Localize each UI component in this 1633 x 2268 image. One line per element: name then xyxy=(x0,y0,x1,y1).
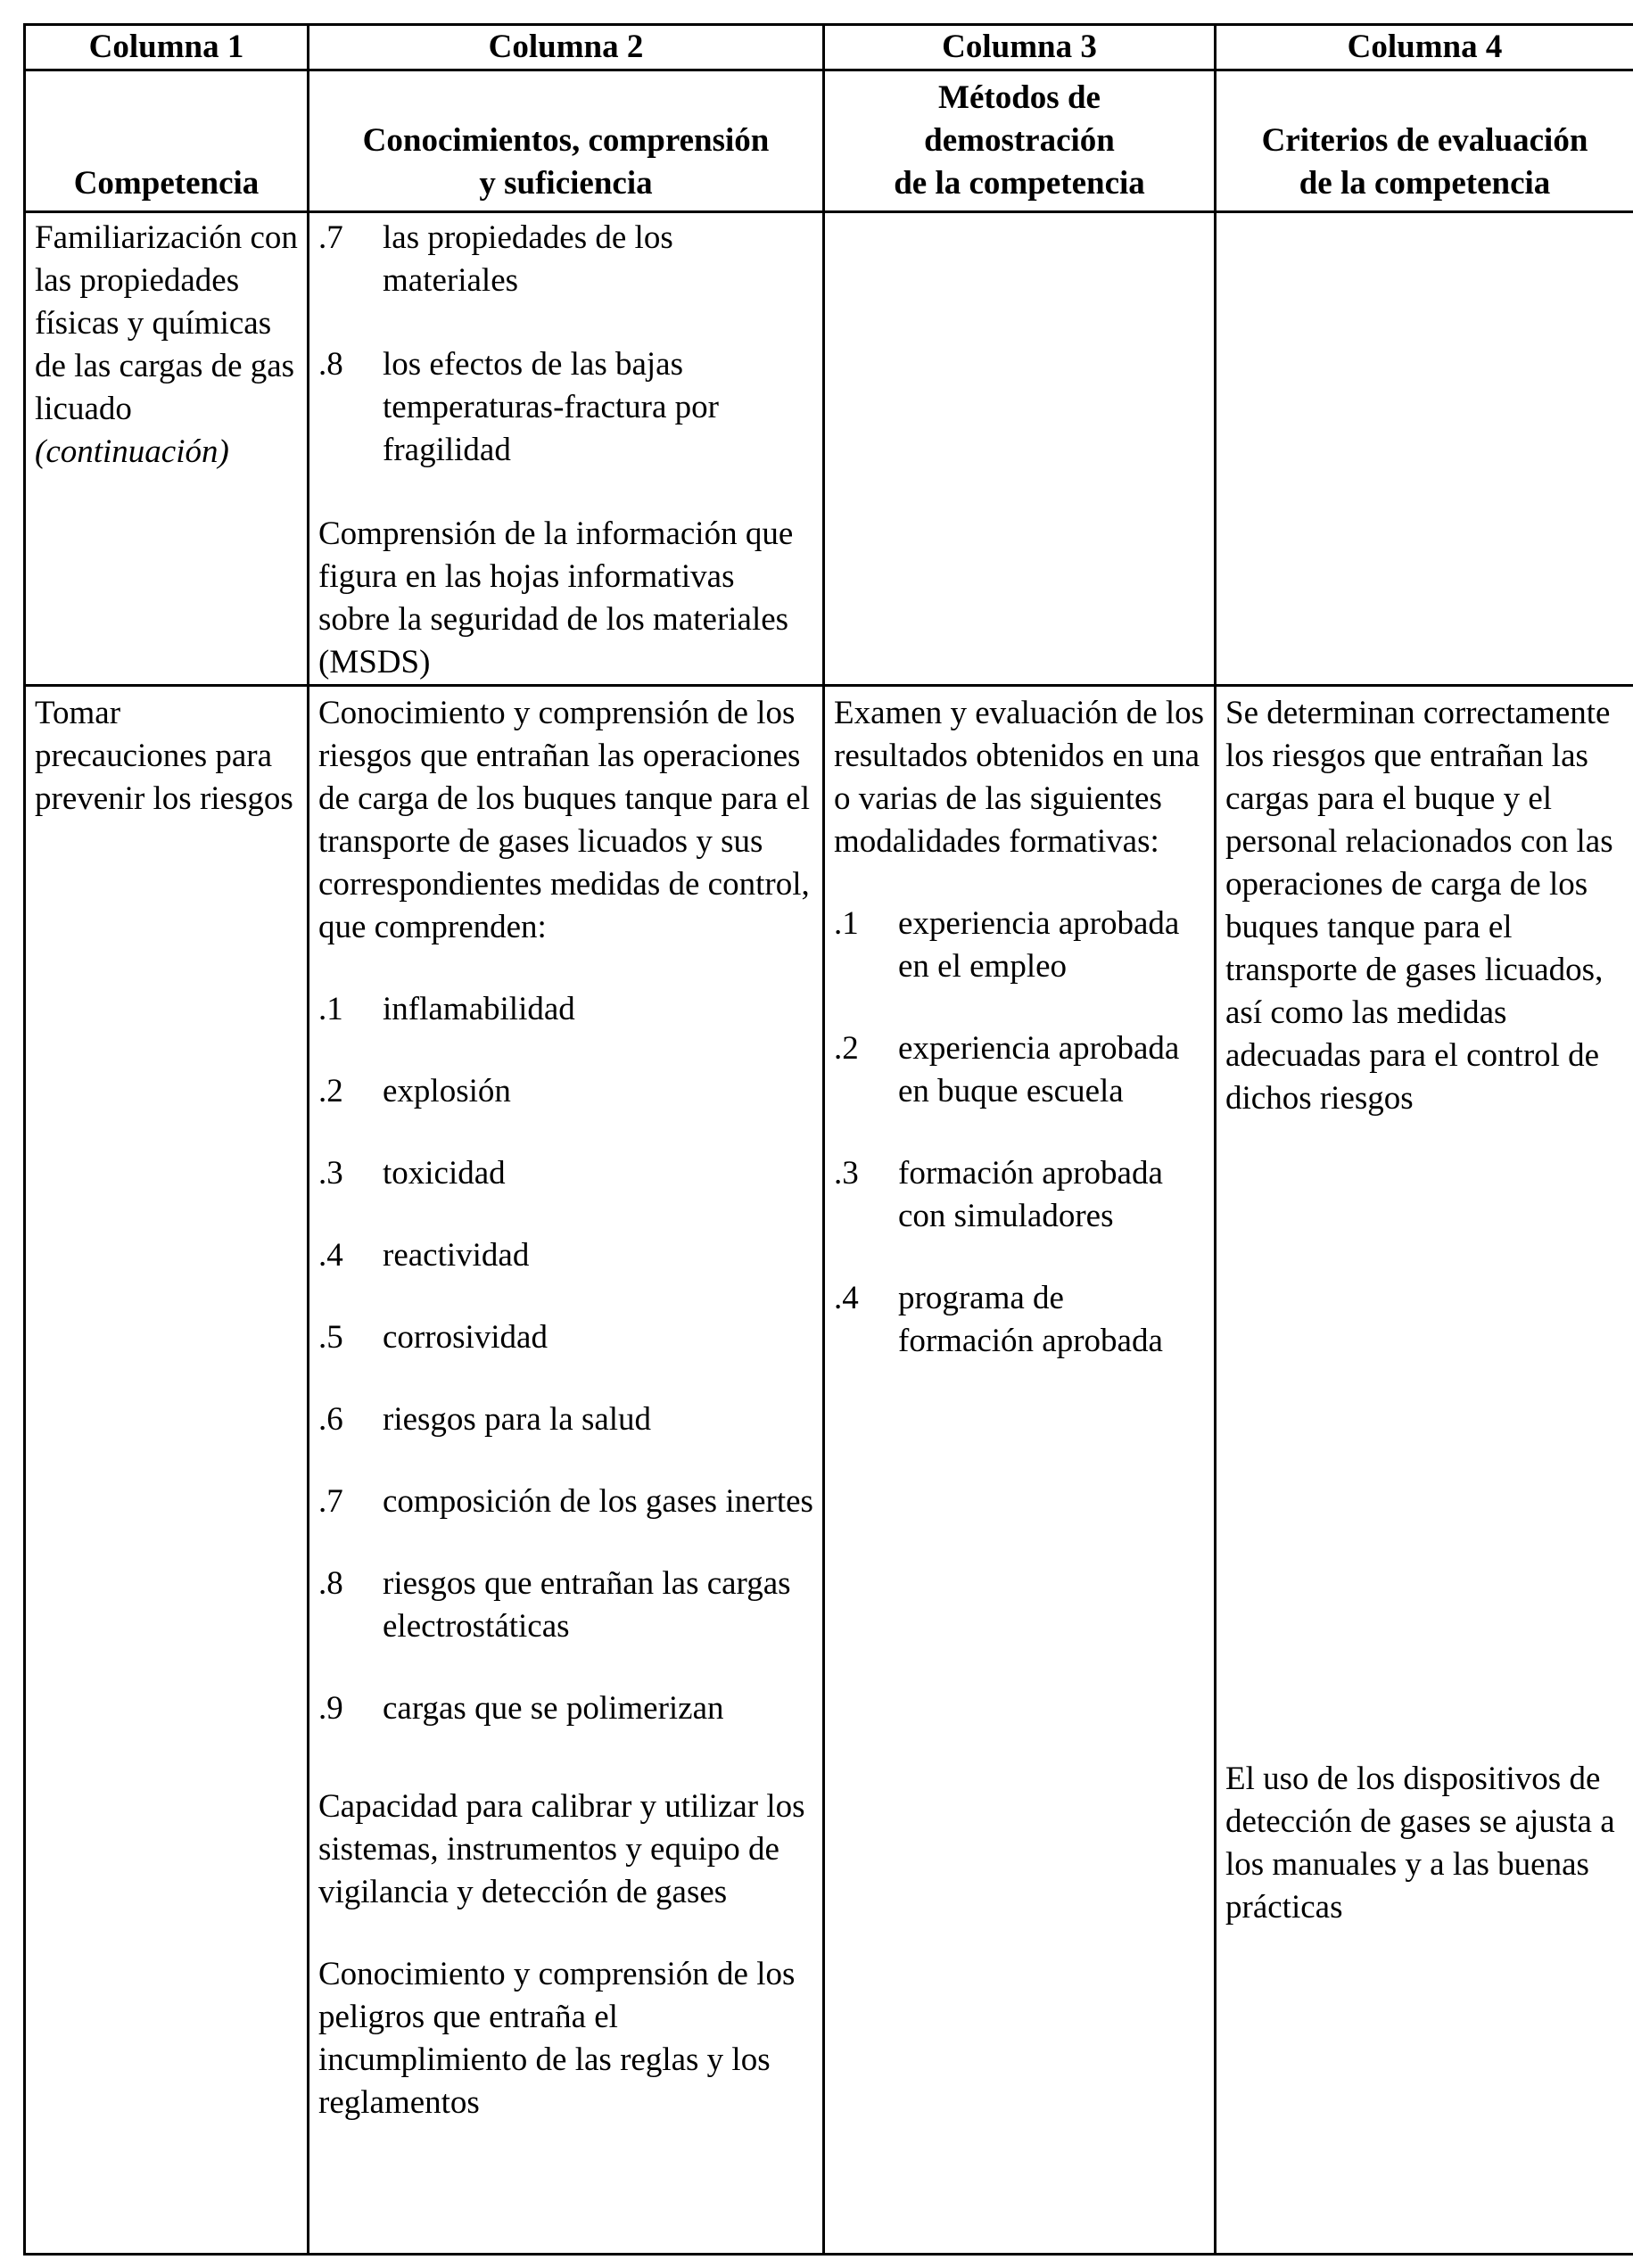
item-text: corrosividad xyxy=(383,1319,548,1356)
item-number: .4 xyxy=(318,1237,343,1274)
item-number: .2 xyxy=(318,1073,343,1109)
list-item xyxy=(834,903,1205,988)
competence-text: Tomar precauciones para prevenir los riesgos xyxy=(35,695,293,817)
column-number-row xyxy=(25,25,1633,70)
list-item xyxy=(318,1152,813,1195)
item-number: .9 xyxy=(318,1690,343,1727)
competence-heading: Competencia xyxy=(73,165,260,202)
knowledge-heading-line-2: y suficiencia xyxy=(479,165,653,202)
criteria-heading-line-1: Criterios de evaluación xyxy=(1261,122,1588,159)
column-2-number: Columna 2 xyxy=(309,25,824,70)
column-title-row xyxy=(25,70,1633,212)
item-text: experiencia aprobada en buque escuela xyxy=(898,1030,1180,1109)
item-text: experiencia aprobada en el empleo xyxy=(898,905,1180,985)
methods-heading-line-1: Métodos de xyxy=(938,79,1101,116)
item-text: cargas que se polimerizan xyxy=(383,1690,724,1727)
list-item xyxy=(318,1316,813,1359)
methods-heading-line-3: de la competencia xyxy=(894,165,1145,202)
column-3-number: Columna 3 xyxy=(824,25,1216,70)
item-number: .3 xyxy=(318,1155,343,1192)
knowledge-intro: Conocimiento y comprensión de los riesgos que entrañan las operaciones de carga de los buques tanque para el transporte de gases licuados y sus correspondientes medidas de control, que comprenden: xyxy=(318,695,811,945)
item-text: reactividad xyxy=(383,1237,530,1274)
item-text: formación aprobada con simuladores xyxy=(898,1155,1163,1234)
item-number: .1 xyxy=(318,991,343,1027)
item-text: inflamabilidad xyxy=(383,991,575,1027)
item-number: .4 xyxy=(834,1280,859,1316)
list-item xyxy=(318,217,813,302)
item-number: .7 xyxy=(318,219,343,256)
list-item xyxy=(318,1070,813,1113)
competence-cell xyxy=(25,212,309,686)
list-item xyxy=(318,1563,813,1648)
list-item xyxy=(318,1687,813,1730)
item-text: riesgos que entrañan las cargas electrostáticas xyxy=(383,1565,791,1645)
criteria-heading-line-2: de la competencia xyxy=(1299,165,1551,202)
competence-table xyxy=(23,23,1633,2256)
item-text: composición de los gases inertes xyxy=(383,1483,813,1520)
competence-cell xyxy=(25,686,309,2255)
item-number: .2 xyxy=(834,1030,859,1067)
item-number: .3 xyxy=(834,1155,859,1192)
list-item xyxy=(834,1152,1205,1238)
msds-paragraph: Comprensión de la información que figura en las hojas informativas sobre la seguridad de los materiales (MSDS) xyxy=(318,515,794,680)
item-text: los efectos de las bajas temperaturas-fractura por fragilidad xyxy=(383,346,719,468)
list-item xyxy=(318,343,813,472)
knowledge-cell xyxy=(309,686,824,2255)
list-item xyxy=(834,1277,1205,1363)
knowledge-heading-line-1: Conocimientos, comprensión xyxy=(362,122,770,159)
item-number: .5 xyxy=(318,1319,343,1356)
criteria-gas-detection: El uso de los dispositivos de detección de gases se ajusta a los manuales y a las buenas prácticas xyxy=(1225,1761,1615,1926)
item-number: .1 xyxy=(834,905,859,942)
item-text: riesgos para la salud xyxy=(383,1401,652,1438)
column-2-title xyxy=(309,70,824,212)
criteria-cell xyxy=(1216,686,1633,2255)
table-row xyxy=(25,686,1633,2255)
gas-detection-paragraph: Capacidad para calibrar y utilizar los sistemas, instrumentos y equipo de vigilancia y detección de gases xyxy=(318,1788,805,1910)
column-1-title xyxy=(25,70,309,212)
item-text: explosión xyxy=(383,1073,511,1109)
regulations-paragraph: Conocimiento y comprensión de los peligros que entraña el incumplimiento de las reglas y los reglamentos xyxy=(318,1956,796,2121)
list-item xyxy=(318,1398,813,1441)
list-item xyxy=(318,988,813,1031)
list-item xyxy=(318,1480,813,1523)
item-number: .8 xyxy=(318,346,343,383)
knowledge-cell xyxy=(309,212,824,686)
item-number: .6 xyxy=(318,1401,343,1438)
column-4-number: Columna 4 xyxy=(1216,25,1633,70)
list-item xyxy=(318,1234,813,1277)
item-text: programa de formación aprobada xyxy=(898,1280,1163,1359)
methods-heading-line-2: demostración xyxy=(924,122,1115,159)
column-4-title xyxy=(1216,70,1633,212)
criteria-cell xyxy=(1216,212,1633,686)
list-item xyxy=(834,1027,1205,1113)
item-text: las propiedades de los materiales xyxy=(383,219,673,299)
continuation-note: (continuación) xyxy=(35,433,229,470)
item-number: .8 xyxy=(318,1565,343,1602)
criteria-risks: Se determinan correctamente los riesgos que entrañan las cargas para el buque y el personal relacionados con las operaciones de carga de los buques tanque para el transporte de gases licuados, así como las medidas adecuadas para el control de dichos riesgos xyxy=(1225,695,1613,1117)
column-3-title xyxy=(824,70,1216,212)
methods-cell xyxy=(824,212,1216,686)
item-number: .7 xyxy=(318,1483,343,1520)
methods-intro: Examen y evaluación de los resultados obtenidos en una o varias de las siguientes modalidades formativas: xyxy=(834,695,1205,860)
table-row xyxy=(25,212,1633,686)
competence-text: Familiarización con las propiedades físicas y químicas de las cargas de gas licuado xyxy=(35,219,298,427)
methods-cell xyxy=(824,686,1216,2255)
column-1-number: Columna 1 xyxy=(25,25,309,70)
item-text: toxicidad xyxy=(383,1155,506,1192)
